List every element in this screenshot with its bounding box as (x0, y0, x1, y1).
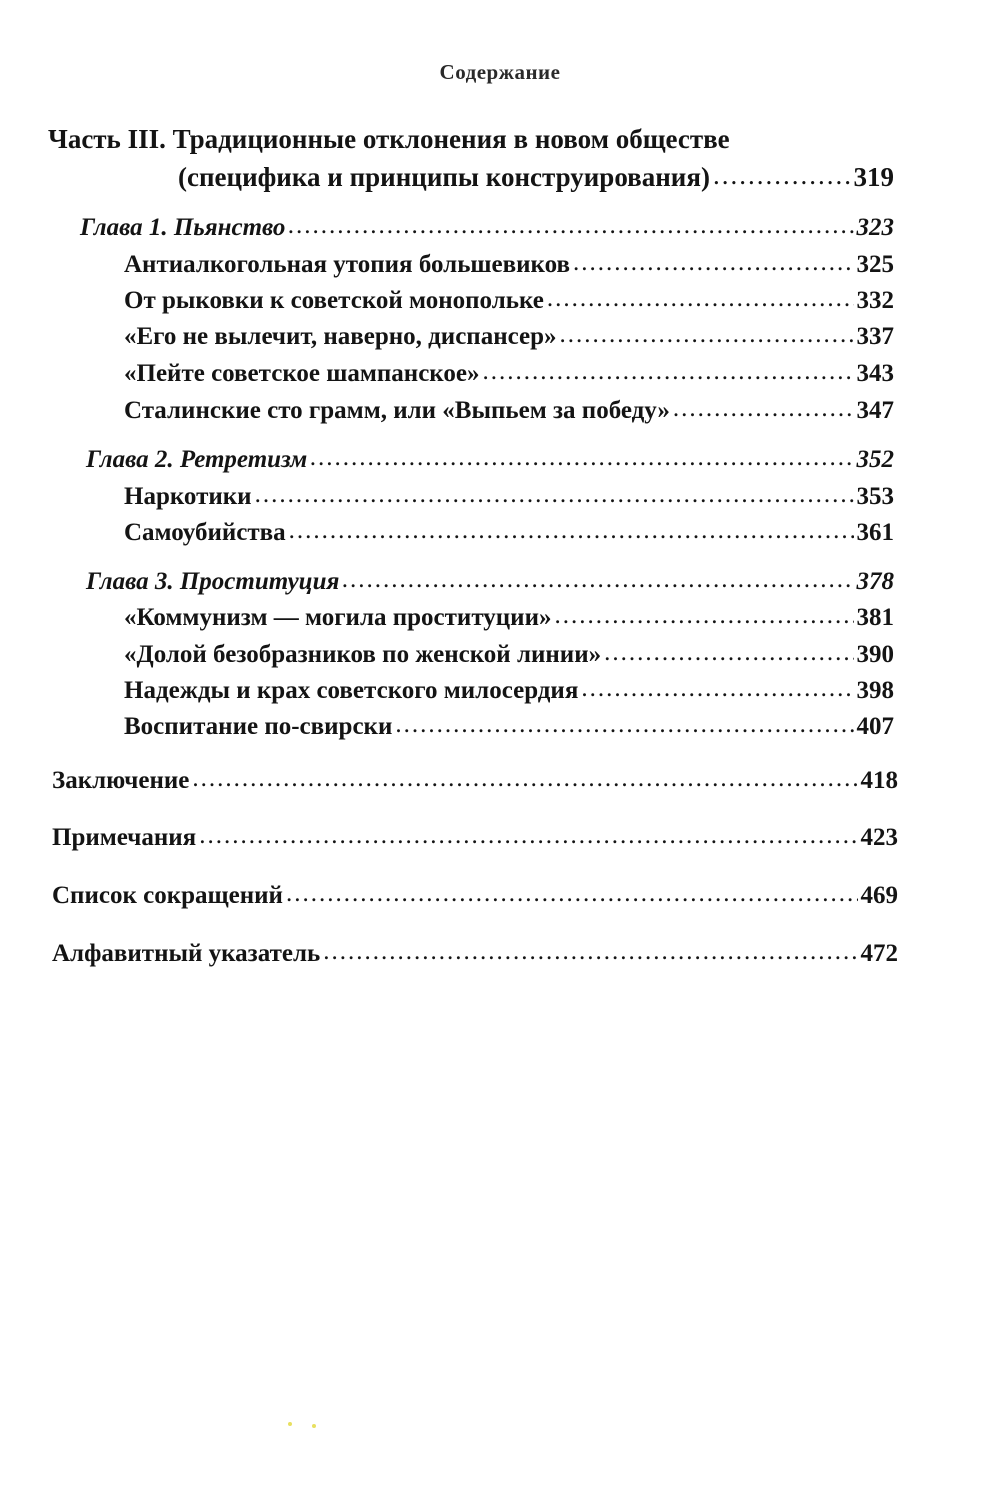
dot-leader (395, 711, 853, 739)
section-entry[interactable] (124, 360, 894, 388)
section-title: Самоубийства (124, 519, 286, 546)
dot-leader (581, 675, 853, 703)
dot-leader (604, 639, 853, 667)
section-page-number: 361 (856, 519, 894, 546)
back-matter-entry-abbreviations[interactable] (52, 882, 898, 910)
back-matter-title: Алфавитный указатель (52, 940, 321, 967)
section-entry[interactable] (124, 604, 894, 632)
running-head: Содержание (439, 60, 561, 84)
section-entry[interactable] (124, 483, 894, 511)
part-entry[interactable] (178, 162, 894, 193)
section-page-number: 343 (856, 360, 894, 387)
back-matter-page-number: 472 (860, 940, 898, 967)
dot-leader (199, 822, 857, 850)
section-page-number: 390 (856, 641, 894, 668)
section-page-number: 381 (856, 604, 894, 631)
section-entry[interactable] (124, 677, 894, 705)
section-page-number: 347 (856, 397, 894, 424)
section-title: От рыковки к советской монопольке (124, 287, 544, 314)
chapter-page-number: 323 (856, 214, 894, 241)
section-entry[interactable] (124, 251, 894, 279)
chapter-page-number: 352 (856, 446, 894, 473)
back-matter-title: Список сокращений (52, 882, 283, 909)
back-matter-page-number: 469 (860, 882, 898, 909)
dot-leader (289, 517, 854, 545)
section-title: Антиалкогольная утопия большевиков (124, 251, 570, 278)
section-entry[interactable] (124, 323, 894, 351)
section-page-number: 398 (856, 677, 894, 704)
chapter-title: Глава 2. Ретретизм (86, 446, 308, 473)
dot-leader (255, 481, 854, 509)
chapter-title: Глава 1. Пьянство (80, 214, 286, 241)
dot-leader (713, 160, 851, 191)
section-page-number: 337 (856, 323, 894, 350)
back-matter-entry-index[interactable] (52, 940, 898, 968)
section-title: Надежды и крах советского милосердия (124, 677, 579, 704)
section-title: Наркотики (124, 483, 252, 510)
dot-leader (192, 765, 857, 793)
back-matter-page-number: 418 (860, 767, 898, 794)
back-matter-entry-notes[interactable] (52, 824, 898, 852)
part-page-number: 319 (853, 162, 894, 192)
dot-leader (560, 321, 854, 349)
back-matter-page-number: 423 (860, 824, 898, 851)
part-title-line1: Часть III. Традиционные отклонения в новом обществе (48, 124, 730, 154)
scan-speck (312, 1424, 316, 1428)
back-matter-title: Заключение (52, 767, 190, 794)
scan-speck (288, 1422, 292, 1426)
section-title: «Долой безобразников по женской линии» (124, 641, 602, 668)
section-entry[interactable] (124, 397, 894, 425)
chapter-title: Глава 3. Проституция (86, 568, 340, 595)
section-title: «Пейте советское шампанское» (124, 360, 480, 387)
part-title-line2: (специфика и принципы конструирования) (178, 162, 710, 192)
dot-leader (547, 285, 854, 313)
section-page-number: 407 (856, 713, 894, 740)
chapter-entry-1[interactable] (80, 214, 894, 242)
dot-leader (573, 249, 854, 277)
back-matter-entry-conclusion[interactable] (52, 767, 898, 795)
section-title: Сталинские сто грамм, или «Выпьем за победу» (124, 397, 670, 424)
dot-leader (342, 566, 853, 594)
dot-leader (554, 602, 853, 630)
chapter-entry-3[interactable] (86, 568, 894, 596)
section-page-number: 353 (856, 483, 894, 510)
dot-leader (310, 444, 853, 472)
chapter-page-number: 378 (856, 568, 894, 595)
dot-leader (288, 212, 853, 240)
section-title: «Коммунизм — могила проституции» (124, 604, 552, 631)
section-entry[interactable] (124, 287, 894, 315)
section-title: Воспитание по-свирски (124, 713, 393, 740)
section-entry[interactable] (124, 641, 894, 669)
section-entry[interactable] (124, 519, 894, 547)
chapter-entry-2[interactable] (86, 446, 894, 474)
section-page-number: 332 (856, 287, 894, 314)
section-title: «Его не вылечит, наверно, диспансер» (124, 323, 557, 350)
section-entry[interactable] (124, 713, 894, 741)
dot-leader (673, 395, 854, 423)
dot-leader (286, 880, 858, 908)
dot-leader (323, 938, 857, 966)
back-matter-title: Примечания (52, 824, 197, 851)
dot-leader (482, 358, 853, 386)
section-page-number: 325 (856, 251, 894, 278)
